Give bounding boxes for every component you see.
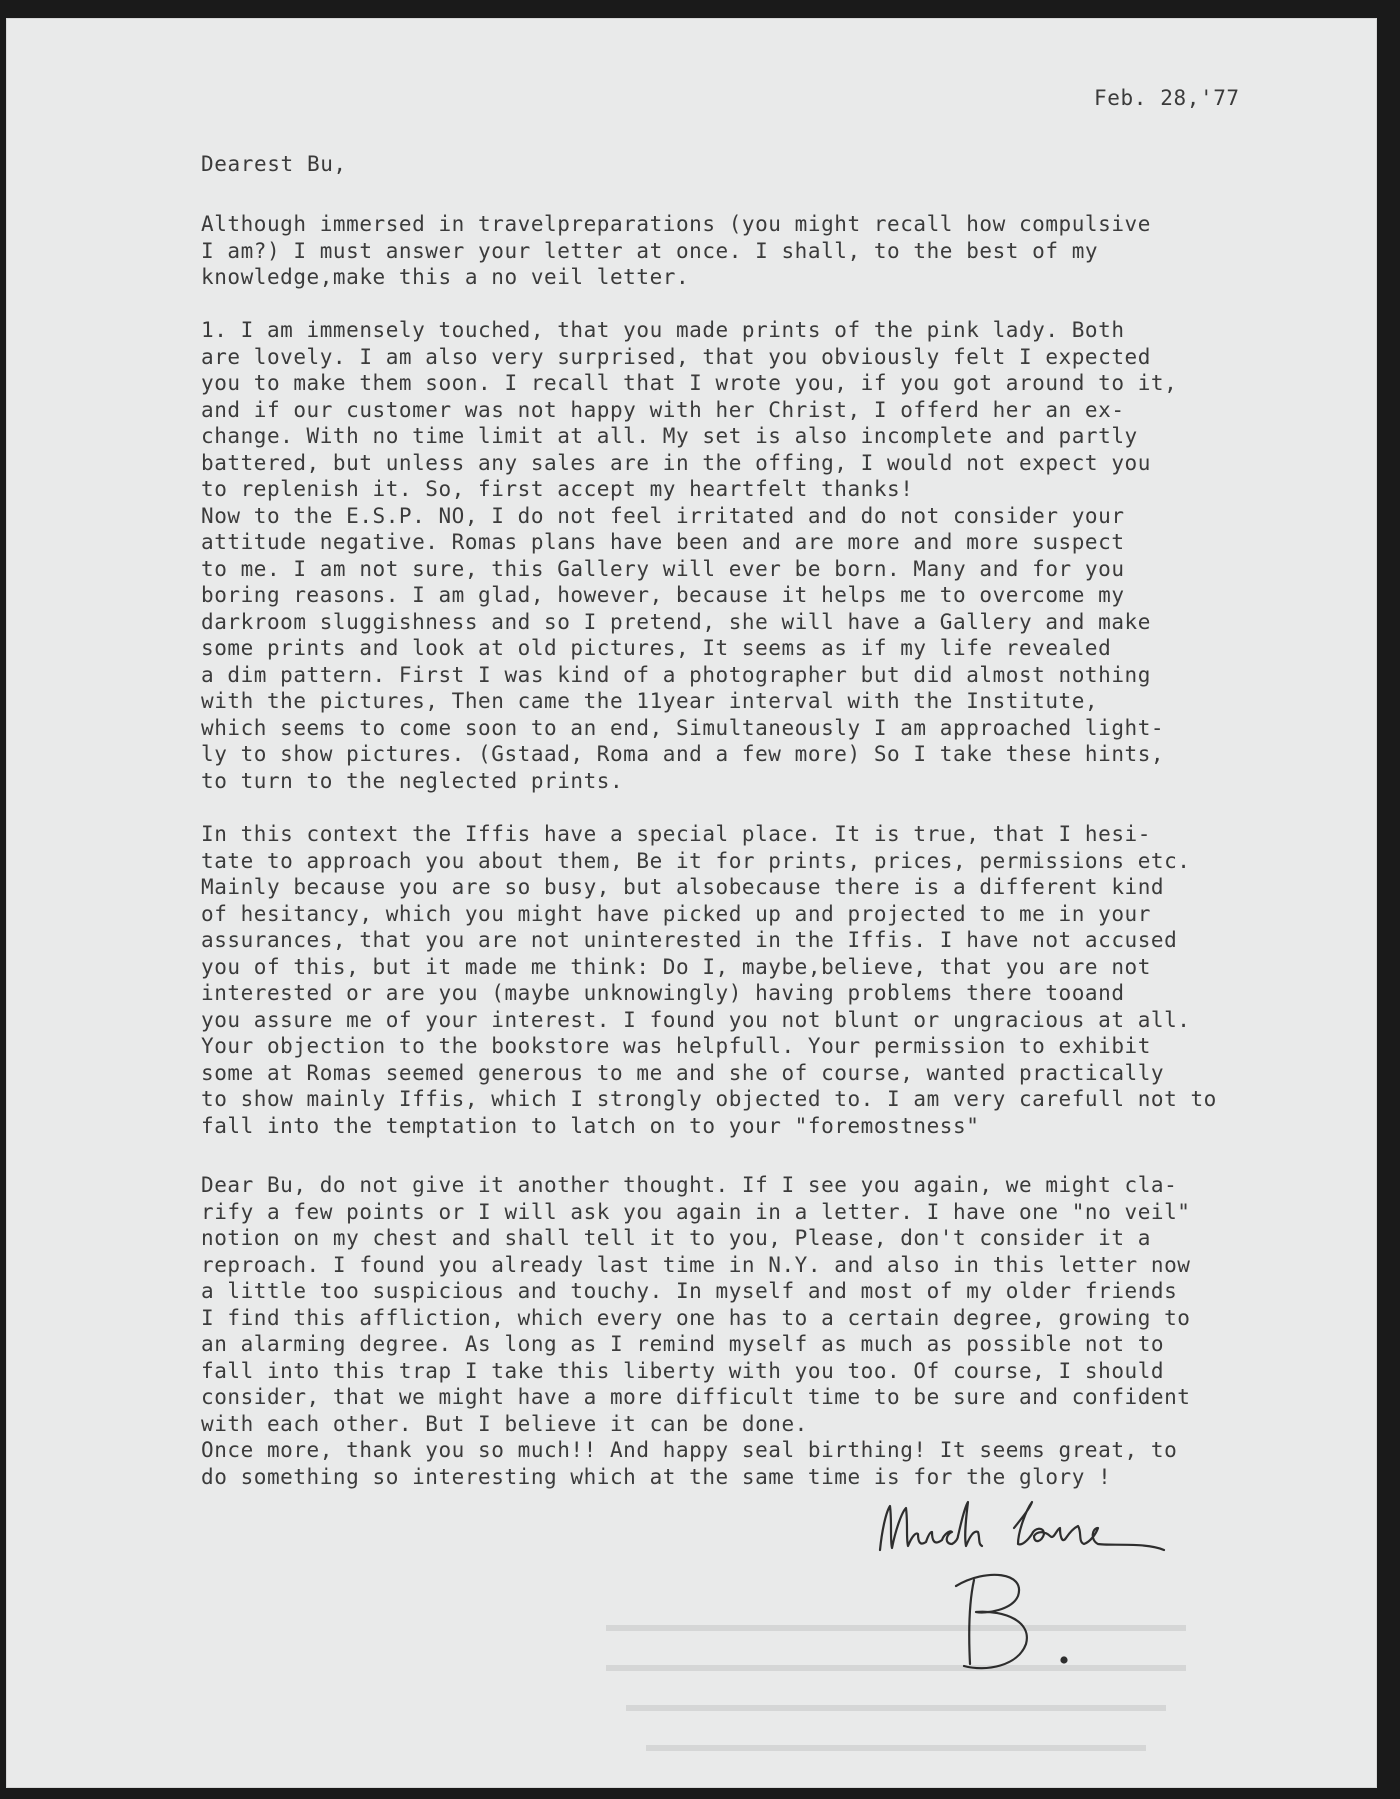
letter-line: some prints and look at old pictures, It seems as if my life revealed: [201, 636, 1112, 660]
letter-line: tate to approach you about them, Be it for prints, prices, permissions etc.: [201, 848, 1191, 873]
paragraph-2: [201, 317, 1177, 794]
paragraph-4: [201, 1172, 1190, 1490]
letter-line: and if our customer was not happy with her Christ, I offerd her an ex-: [201, 397, 1125, 422]
letter-page: [6, 18, 1377, 1788]
letter-line: interested or are you (maybe unknowingly) having problems there tooand: [201, 981, 1125, 1005]
letter-line: to replenish it. So, first accept my heartfelt thanks!: [201, 477, 914, 501]
letter-line: of hesitancy, which you might have picked up and projected to me in your: [201, 901, 1151, 926]
letter-line: to me. I am not sure, this Gallery will ever be born. Many and for you: [201, 556, 1125, 581]
letter-line: notion on my chest and shall tell it to you, Please, don't consider it a: [201, 1226, 1151, 1250]
letter-line: I find this affliction, which every one has to a certain degree, growing to: [201, 1305, 1191, 1330]
letter-date: Feb. 28,'77: [1094, 86, 1240, 110]
letter-line: some at Romas seemed generous to me and she of course, wanted practically: [201, 1060, 1165, 1085]
letter-line: you to make them soon. I recall that I wrote you, if you got around to it,: [201, 371, 1178, 395]
letter-line: assurances, that you are not uninterested in the Iffis. I have not accused: [201, 928, 1178, 952]
watermark-drawing: [586, 1608, 1206, 1788]
paper-watermark: [586, 1608, 1206, 1788]
letter-line: you of this, but it made me think: Do I, maybe,believe, that you are not: [201, 954, 1151, 979]
letter-line: to turn to the neglected prints.: [201, 768, 624, 793]
letter-line: consider, that we might have a more difficult time to be sure and confident: [201, 1385, 1191, 1409]
letter-line: 1. I am immensely touched, that you made prints of the pink lady. Both: [201, 318, 1125, 342]
letter-line: attitude negative. Romas plans have been and are more and more suspect: [201, 530, 1125, 554]
letter-line: are lovely. I am also very surprised, that you obviously felt I expected: [201, 344, 1151, 369]
letter-line: to show mainly Iffis, which I strongly objected to. I am very carefull not to: [201, 1087, 1217, 1111]
letter-line: Your objection to the bookstore was helpfull. Your permission to exhibit: [201, 1034, 1151, 1058]
letter-line: reproach. I found you already last time in N.Y. and also in this letter now: [201, 1252, 1191, 1277]
letter-line: you assure me of your interest. I found you not blunt or ungracious at all.: [201, 1007, 1191, 1032]
letter-line: ly to show pictures. (Gstaad, Roma and a few more) So I take these hints,: [201, 742, 1165, 766]
letter-line: Once more, thank you so much!! And happy seal birthing! It seems great, to: [201, 1438, 1178, 1462]
typed-letter: [6, 18, 1377, 1788]
letter-line: an alarming degree. As long as I remind myself as much as possible not to: [201, 1332, 1165, 1356]
letter-line: boring reasons. I am glad, however, because it helps me to overcome my: [201, 583, 1125, 607]
letter-line: a dim pattern. First I was kind of a photographer but did almost nothing: [201, 662, 1151, 687]
letter-line: Dear Bu, do not give it another thought. If I see you again, we might cla-: [201, 1173, 1178, 1197]
letter-line: In this context the Iffis have a special place. It is true, that I hesi-: [201, 822, 1151, 846]
paragraph-1: [201, 211, 1151, 291]
letter-line: with each other. But I believe it can be done.: [201, 1411, 808, 1436]
letter-line: fall into the temptation to latch on to your "foremostness": [201, 1113, 980, 1138]
letter-line: Now to the E.S.P. NO, I do not feel irritated and do not consider your: [201, 503, 1125, 528]
letter-line: a little too suspicious and touchy. In myself and most of my older friends: [201, 1279, 1178, 1303]
letter-line: which seems to come soon to an end, Simultaneously I am approached light-: [201, 715, 1165, 740]
letter-line: do something so interesting which at the same time is for the glory !: [201, 1464, 1112, 1489]
letter-line: battered, but unless any sales are in the offing, I would not expect you: [201, 450, 1151, 475]
letter-line: change. With no time limit at all. My set is also incomplete and partly: [201, 424, 1138, 448]
letter-line: Mainly because you are so busy, but alsobecause there is a different kind: [201, 875, 1165, 899]
letter-line: knowledge,make this a no veil letter.: [201, 265, 690, 289]
letter-line: with the pictures, Then came the 11year interval with the Institute,: [201, 689, 1099, 713]
letter-line: rify a few points or I will ask you again in a letter. I have one "no veil": [201, 1199, 1191, 1224]
letter-line: fall into this trap I take this liberty with you too. Of course, I should: [201, 1358, 1165, 1383]
salutation: Dearest Bu,: [201, 152, 347, 176]
letter-line: Although immersed in travelpreparations (you might recall how compulsive: [201, 212, 1151, 236]
paragraph-3: [201, 821, 1217, 1139]
letter-line: darkroom sluggishness and so I pretend, she will have a Gallery and make: [201, 609, 1151, 634]
letter-line: I am?) I must answer your letter at once. I shall, to the best of my: [201, 238, 1099, 263]
